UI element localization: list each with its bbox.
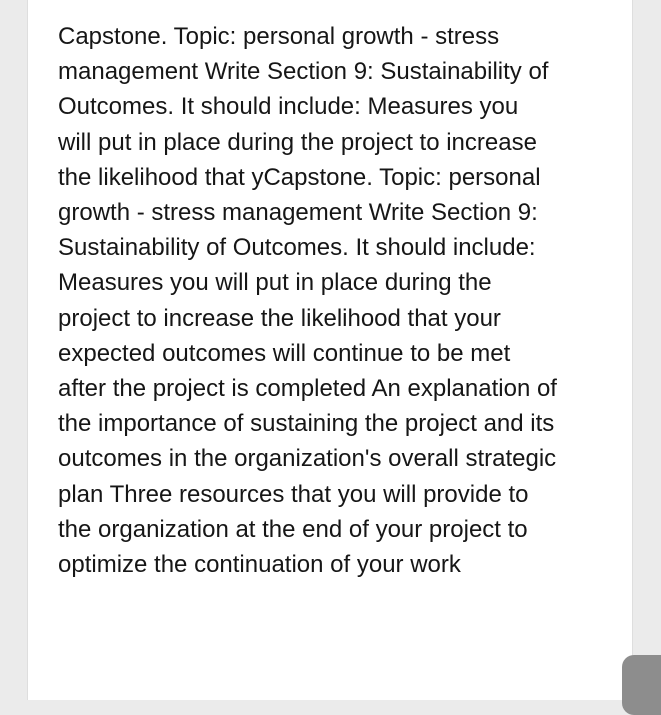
floating-action-tab[interactable] <box>622 655 661 715</box>
question-card <box>27 0 633 700</box>
question-text: Capstone. Topic: personal growth - stress management Write Section 9: Sustainability of Outcomes. It should include: Measures you will put in place during the project to increase the likelihood that yCapstone. Topic: personal growth - stress management Write Section 9: Sustainability of Outcomes. It should include: Measures you will put in place during the project to increase the likelihood that your expected outcomes will continue to be met after the project is completed An explanation of the importance of sustaining the project and its outcomes in the organization's overall strategic plan Three resources that you will provide to the organization at the end of your project to optimize the continuation of your work <box>58 23 557 579</box>
